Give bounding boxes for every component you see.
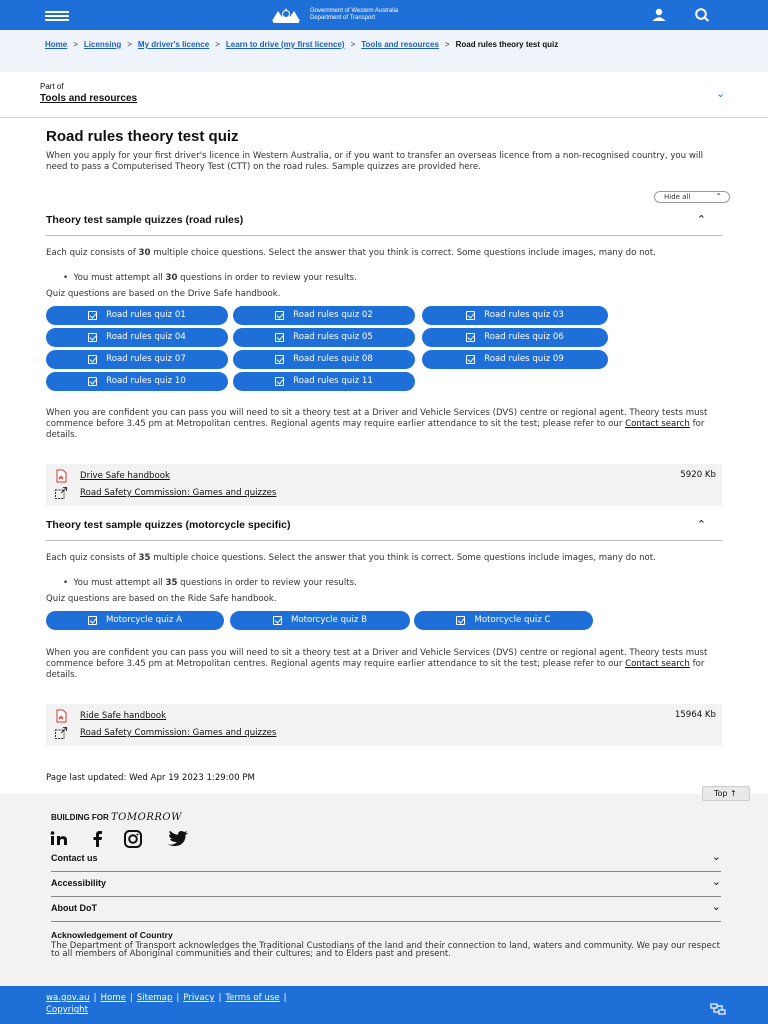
confident-text [46,648,726,681]
games-link[interactable]: Road Safety Commission: Games and quizzes [80,728,277,738]
quiz-button-label: Road rules quiz 09 [484,354,564,364]
quiz-description [46,248,726,259]
games-row[interactable] [54,486,276,500]
accordion-title: Theory test sample quizzes (road rules) [46,214,244,226]
bottom-bar [0,986,768,1024]
bullet-count: 30 [165,273,178,283]
footer-contact-us[interactable] [51,848,721,872]
contact-search-link[interactable]: Contact search [625,659,690,669]
quiz-button[interactable] [46,611,224,630]
pdf-icon [54,709,68,723]
quiz-button[interactable] [233,350,415,369]
part-of-label: Part of [40,82,64,91]
checkbox-icon [456,616,465,625]
checkbox-icon [88,333,97,342]
quiz-button[interactable] [414,611,593,630]
confident-pre: When you are confident you can pass you will need to sit a theory test at a Driver and Vehicle Services (DVS) centre or regional agent. Theory tests must commence before 3.45 pm at Metropolitan centres. Regional agents may require earlier attendance to sit the test; please refer to our [46,408,708,429]
handbook-link[interactable]: Drive Safe handbook [80,471,170,481]
site-header [0,0,768,30]
chevron-up-icon[interactable]: ⌃ [696,518,706,531]
attempt-bullet: • You must attempt all 30 questions in order to review your results. [63,273,357,283]
quiz-button[interactable] [233,328,415,347]
user-icon[interactable] [650,6,668,24]
breadcrumb-learn-to-drive[interactable]: Learn to drive (my first licence) [225,40,345,49]
handbook-row[interactable] [54,469,170,483]
breadcrumb-my-drivers-licence[interactable]: My driver's licence [137,40,210,49]
checkbox-icon [275,311,284,320]
quiz-button-label: Road rules quiz 04 [106,332,186,342]
link-wa-gov[interactable]: wa.gov.au [46,993,90,1003]
quiz-button[interactable] [46,350,228,369]
quiz-button-label: Road rules quiz 07 [106,354,186,364]
breadcrumb-licensing[interactable]: Licensing [83,40,122,49]
confident-post: for details. [46,419,705,440]
dept-line: Department of Transport [310,15,376,21]
acknowledgement-text: The Department of Transport acknowledges the Traditional Custodians of the land and their connection to land, waters and community. We pay our respect to all members of Aboriginal communities and their cultures; and to Elders past and present. [51,941,720,960]
linkedin-icon[interactable] [50,830,74,848]
confident-post: for details. [46,659,705,680]
quiz-button-label: Motorcycle quiz C [474,615,551,625]
chevron-up-icon: ⌃ [715,192,722,201]
desc-post: multiple choice questions. Select the answer that you think is correct. Some questions include images, many do not. [150,553,656,563]
footer-links: wa.gov.au | Home | Sitemap | Privacy | Terms of use | Copyright [46,993,287,1015]
file-size: 15964 Kb [674,710,716,720]
checkbox-icon [466,311,475,320]
link-sitemap[interactable]: Sitemap [136,993,173,1003]
breadcrumb: Home > Licensing > My driver's licence > Learn to drive (my first licence) > Tools and resources > Road rules theory test quiz [0,30,768,72]
games-link[interactable]: Road Safety Commission: Games and quizzes [80,488,277,498]
sitemap-icon[interactable] [710,1003,726,1015]
building-for-tomorrow-logo [51,812,182,823]
quiz-button-label: Motorcycle quiz B [290,615,367,625]
breadcrumb-home[interactable]: Home [45,40,68,49]
file-size: 5920 Kb [680,470,716,480]
part-of-link[interactable]: Tools and resources [40,93,138,104]
checkbox-icon [88,377,97,386]
quiz-button-label: Road rules quiz 02 [293,310,373,320]
facebook-icon[interactable] [90,830,106,848]
question-count: 30 [138,248,151,258]
page-title: Road rules theory test quiz [46,128,239,145]
quiz-button[interactable] [46,306,228,325]
footer-about-dot[interactable] [51,898,721,922]
menu-icon[interactable] [45,11,69,21]
chevron-down-icon: ⌄ [711,900,721,913]
footer-accessibility[interactable] [51,873,721,897]
intro-text: When you apply for your first driver's licence in Western Australia, or if you want to transfer an overseas licence from a non-recognised country, you will need to pass a Computerised Theory Test (CTT) on the road rules. Sample quizzes are provided here. [46,151,704,172]
confident-text [46,408,726,441]
link-home[interactable]: Home [100,993,126,1003]
building-em: TOMORROW [111,812,182,823]
footer-row-label: Accessibility [51,878,107,888]
based-on-text: Quiz questions are based on the Ride Safe handbook. [46,594,277,604]
footer-row-label: About DoT [51,903,97,913]
page-last-updated: Page last updated: Wed Apr 19 2023 1:29:00 PM [46,773,255,783]
contact-search-link[interactable]: Contact search [625,419,690,429]
link-copyright[interactable]: Copyright [46,1005,88,1015]
breadcrumb-current: Road rules theory test quiz [455,40,559,49]
based-on-text: Quiz questions are based on the Drive Safe handbook. [46,289,281,299]
desc-post: multiple choice questions. Select the answer that you think is correct. Some questions include images, many do not. [150,248,656,258]
search-icon[interactable] [693,6,711,24]
bullet-post: questions in order to review your results. [177,578,357,588]
gov-line: Government of Western Australia [310,8,399,14]
quiz-button-label: Road rules quiz 05 [293,332,373,342]
part-of-panel[interactable] [0,72,768,118]
handbook-row[interactable] [54,709,166,723]
desc-pre: Each quiz consists of [46,553,139,563]
accordion-title: Theory test sample quizzes (motorcycle specific) [46,519,291,531]
link-terms[interactable]: Terms of use [225,993,280,1003]
checkbox-icon [88,311,97,320]
quiz-button[interactable] [230,611,410,630]
checkbox-icon [275,333,284,342]
instagram-icon[interactable] [122,830,148,848]
quiz-button[interactable] [233,306,415,325]
related-links [46,704,722,746]
twitter-icon[interactable] [165,830,191,848]
quiz-button-label: Motorcycle quiz A [106,615,182,625]
link-privacy[interactable]: Privacy [183,993,215,1003]
checkbox-icon [466,333,475,342]
quiz-button-label: Road rules quiz 03 [484,310,564,320]
related-links [46,464,722,506]
quiz-button[interactable] [422,306,608,325]
bullet-pre: You must attempt all [73,273,166,283]
wa-crest-icon [268,5,304,25]
external-link-icon [54,486,68,500]
footer-row-label: Contact us [51,853,98,863]
site-logo[interactable] [268,5,398,25]
quiz-button-label: Road rules quiz 11 [293,376,373,386]
quiz-button[interactable] [46,372,228,391]
handbook-link[interactable]: Ride Safe handbook [80,711,167,721]
checkbox-icon [273,616,282,625]
hide-all-label: Hide all [664,193,691,201]
checkbox-icon [275,377,284,386]
quiz-button[interactable] [422,328,608,347]
hide-all-button[interactable] [654,191,730,203]
quiz-button[interactable] [233,372,415,391]
checkbox-icon [466,355,475,364]
pdf-icon [54,469,68,483]
top-label: Top [714,789,728,798]
bullet-post: questions in order to review your results. [177,273,357,283]
back-to-top-button[interactable]: Top ↑ [702,786,750,801]
external-link-icon [54,726,68,740]
accordion-road-rules[interactable] [46,210,722,236]
chevron-up-icon[interactable]: ⌃ [696,213,706,226]
bullet-pre: You must attempt all [73,578,166,588]
checkbox-icon [88,616,97,625]
building-pre: BUILDING FOR [51,813,109,822]
acknowledgement-title: Acknowledgement of Country [51,930,173,940]
bullet-count: 35 [165,578,178,588]
quiz-button[interactable] [422,350,608,369]
question-count: 35 [138,553,151,563]
chevron-down-icon[interactable]: ⌄ [716,87,726,100]
attempt-bullet: • You must attempt all 35 questions in order to review your results. [63,578,357,588]
chevron-down-icon: ⌄ [711,850,721,863]
quiz-button[interactable] [46,328,228,347]
accordion-motorcycle[interactable] [46,515,722,541]
chevron-down-icon: ⌄ [711,875,721,888]
brand-text [310,8,398,22]
quiz-button-label: Road rules quiz 10 [106,376,186,386]
quiz-description [46,553,726,564]
quiz-button-label: Road rules quiz 06 [484,332,564,342]
checkbox-icon [275,355,284,364]
games-row[interactable] [54,726,276,740]
quiz-button-label: Road rules quiz 08 [293,354,373,364]
desc-pre: Each quiz consists of [46,248,139,258]
checkbox-icon [88,355,97,364]
confident-pre: When you are confident you can pass you will need to sit a theory test at a Driver and Vehicle Services (DVS) centre or regional agent. Theory tests must commence before 3.45 pm at Metropolitan centres. Regional agents may require earlier attendance to sit the test; please refer to our [46,648,708,669]
quiz-button-label: Road rules quiz 01 [106,310,186,320]
breadcrumb-tools[interactable]: Tools and resources [361,40,439,49]
